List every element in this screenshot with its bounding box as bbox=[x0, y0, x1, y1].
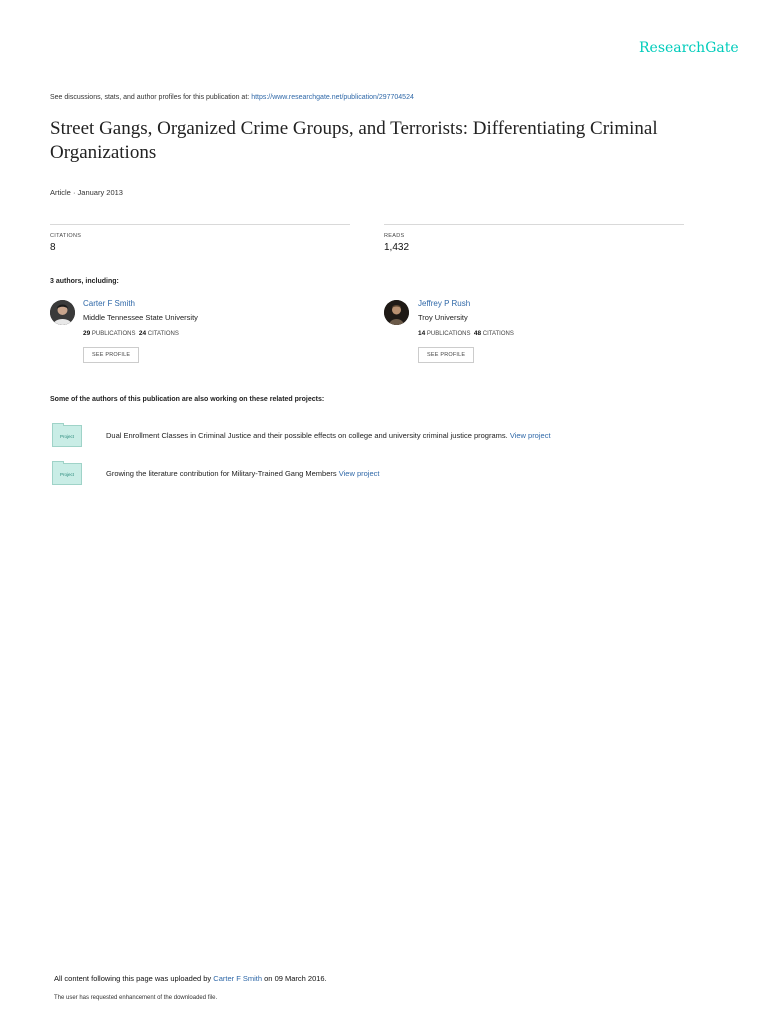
reads-label: READS bbox=[384, 233, 405, 239]
enhancement-note: The user has requested enhancement of the downloaded file. bbox=[54, 995, 218, 1001]
upload-prefix: All content following this page was uploaded by bbox=[54, 974, 212, 983]
view-project-link[interactable]: View project bbox=[338, 469, 380, 478]
see-profile-button[interactable]: SEE PROFILE bbox=[83, 347, 139, 363]
project-item bbox=[106, 469, 379, 478]
project-title: Growing the literature contribution for Military-Trained Gang Members bbox=[106, 469, 337, 478]
project-title: Dual Enrollment Classes in Criminal Justice and their possible effects on college and university criminal justice programs. bbox=[106, 431, 508, 440]
citations-value: 8 bbox=[50, 242, 56, 253]
avatar[interactable] bbox=[50, 300, 75, 325]
project-item bbox=[106, 431, 551, 440]
publication-type: Article bbox=[50, 188, 71, 197]
author-publications-label: PUBLICATIONS bbox=[426, 331, 471, 337]
publication-url-link[interactable]: https://www.researchgate.net/publication/297704524 bbox=[251, 94, 414, 101]
upload-suffix: on 09 March 2016. bbox=[264, 974, 327, 983]
project-folder-icon: Project bbox=[52, 425, 82, 447]
author-publications-count: 14 bbox=[418, 330, 426, 337]
upload-note bbox=[54, 974, 327, 983]
publication-meta bbox=[50, 188, 123, 197]
author-citations-count: 24 bbox=[138, 330, 147, 337]
authors-heading: 3 authors, including: bbox=[50, 278, 119, 285]
author-name-link[interactable]: Jeffrey P Rush bbox=[418, 299, 471, 308]
view-project-link[interactable]: View project bbox=[509, 431, 551, 440]
author-publications-label: PUBLICATIONS bbox=[91, 331, 136, 337]
author-photo-icon bbox=[50, 300, 75, 325]
avatar[interactable] bbox=[384, 300, 409, 325]
author-citations-count: 48 bbox=[473, 330, 482, 337]
projects-heading: Some of the authors of this publication are also working on these related projects: bbox=[50, 396, 325, 403]
meta-separator: · bbox=[72, 188, 76, 197]
citations-label: CITATIONS bbox=[50, 233, 82, 239]
citations-divider bbox=[50, 224, 350, 225]
author-institution: Middle Tennessee State University bbox=[83, 313, 198, 322]
discussion-prefix: See discussions, stats, and author profiles for this publication at: bbox=[50, 94, 250, 101]
author-stats bbox=[83, 330, 179, 337]
author-citations-label: CITATIONS bbox=[482, 331, 514, 337]
author-photo-icon bbox=[384, 300, 409, 325]
discussion-line bbox=[50, 94, 414, 101]
publication-title: Street Gangs, Organized Crime Groups, and Terrorists: Differentiating Criminal Organizations bbox=[50, 118, 658, 163]
author-publications-count: 29 bbox=[83, 330, 91, 337]
author-stats bbox=[418, 330, 514, 337]
researchgate-logo: ResearchGate bbox=[639, 40, 739, 56]
author-institution: Troy University bbox=[418, 313, 468, 322]
author-name-link[interactable]: Carter F Smith bbox=[83, 299, 136, 308]
see-profile-button[interactable]: SEE PROFILE bbox=[418, 347, 474, 363]
reads-divider bbox=[384, 224, 684, 225]
reads-value: 1,432 bbox=[384, 242, 410, 253]
publication-date: January 2013 bbox=[77, 188, 123, 197]
project-folder-icon: Project bbox=[52, 463, 82, 485]
uploader-link[interactable]: Carter F Smith bbox=[213, 974, 263, 983]
author-citations-label: CITATIONS bbox=[147, 331, 179, 337]
